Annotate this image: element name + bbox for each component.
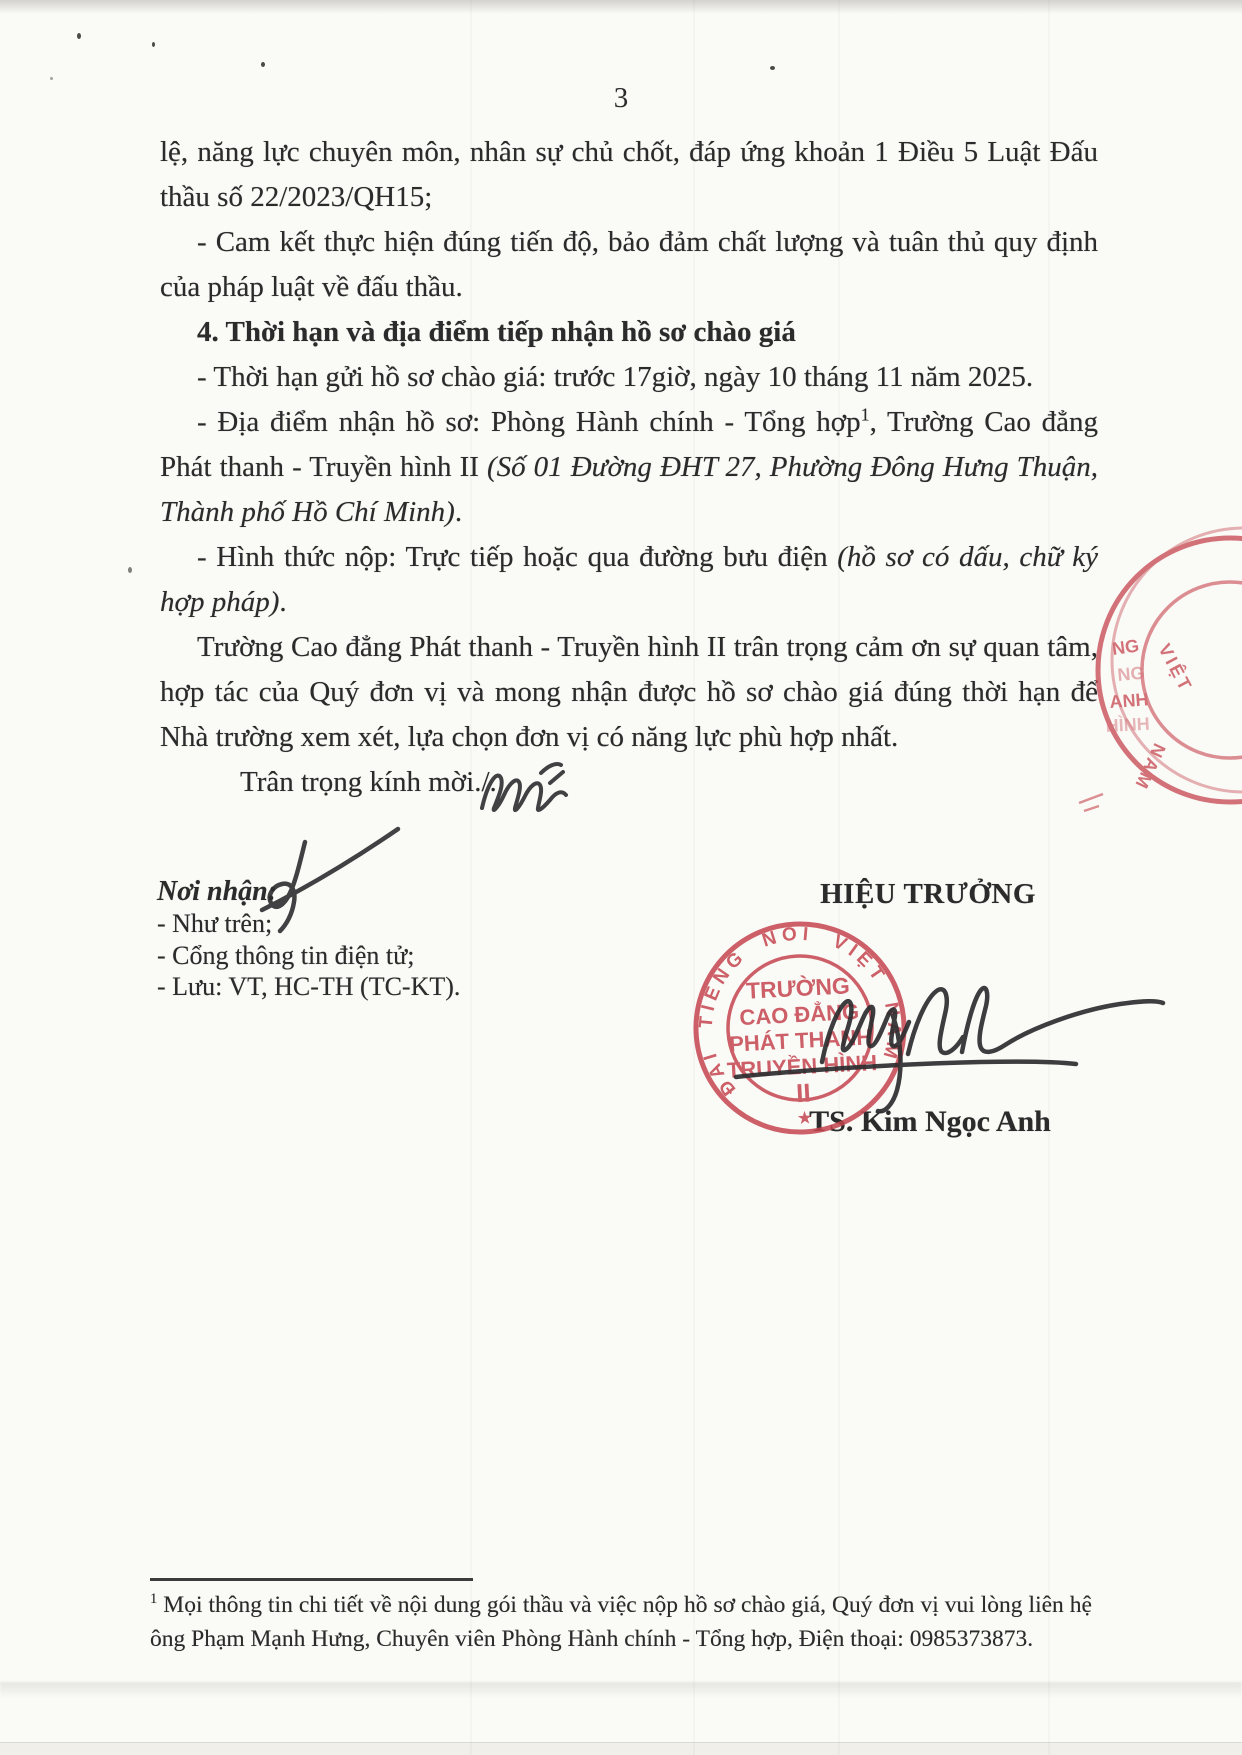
partial-stamp-arc-text: NAM [1130, 740, 1170, 795]
recipients-label: Nơi nhận: [157, 876, 278, 907]
stamp-ring-text: ĐÀI TIẾNG NÓI VIỆT NAM [695, 923, 905, 1100]
method-text: . [279, 586, 287, 618]
stamp-line-4: TRUYỀN HÌNH [726, 1050, 878, 1083]
partial-stamp [1079, 528, 1242, 811]
paragraph-thanks: Trường Cao đẳng Phát thanh - Truyền hình II trân trọng cảm ơn sự quan tâm, hợp tác của Quý đơn vị và mong nhận được hồ sơ chào giá đúng thời hạn để Nhà trường xem xét, lựa chọn đơn vị có năng lực phù hợp nhất. [160, 631, 1098, 753]
address-text: . [454, 496, 463, 528]
stamp-line-3: PHÁT THANH [728, 1024, 873, 1057]
page-number: 3 [613, 82, 629, 114]
partial-stamp-fragment: ANH [1108, 689, 1150, 712]
address-text: - Địa điểm nhận hồ sơ: Phòng Hành chính - Tổng hợp [197, 406, 861, 438]
stamp-line-5: II [795, 1077, 812, 1109]
footnote [150, 1588, 1092, 1656]
recipient-item: - Lưu: VT, HC-TH (TC-KT). [157, 972, 461, 1001]
address-detail-italic: (Số 01 Đường ĐHT 27, Phường Đông Hưng Thuận, Thành phố Hồ Chí Minh) [160, 451, 1098, 528]
partial-stamp-fragment: HÌNH [1105, 713, 1151, 736]
address-text: , Trường Cao đẳng Phát thanh - Truyền hình II [160, 406, 1099, 483]
paragraph-closing: Trân trọng kính mời./. [240, 766, 497, 798]
paragraph-commitment: - Cam kết thực hiện đúng tiến độ, bảo đảm chất lượng và tuân thủ quy định của pháp luật về đấu thầu. [160, 226, 1098, 303]
official-stamp [690, 917, 909, 1137]
stamp-line-2: CAO ĐẲNG [738, 998, 860, 1031]
stamp-line-1: TRƯỜNG [745, 972, 851, 1004]
paragraph-continuation: lệ, năng lực chuyên môn, nhân sự chủ chốt, đáp ứng khoản 1 Điều 5 Luật Đấu thầu số 22/2023/QH15; [160, 136, 1098, 213]
partial-stamp-fragment: NG [1110, 635, 1141, 659]
footnote-reference: 1 [860, 404, 870, 425]
flourish-ink [262, 829, 398, 931]
paragraph-deadline: - Thời hạn gửi hồ sơ chào giá: trước 17giờ, ngày 10 tháng 11 năm 2025. [197, 361, 1034, 393]
section-heading-4: 4. Thời hạn và địa điểm tiếp nhận hồ sơ chào giá [197, 316, 796, 348]
footnote-text: Mọi thông tin chi tiết về nội dung gói thầu và việc nộp hồ sơ chào giá, Quý đơn vị vui lòng liên hệ ông Phạm Mạnh Hưng, Chuyên viên Phòng Hành chính - Tổng hợp, Điện thoại: 0985373873. [150, 1592, 1092, 1652]
method-text: - Hình thức nộp: Trực tiếp hoặc qua đường bưu điện [197, 541, 838, 573]
footnote-number: 1 [150, 1591, 158, 1608]
partial-stamp-fragment: NG [1116, 662, 1146, 685]
recipient-item: - Như trên; [157, 909, 273, 938]
footnote-separator [150, 1578, 473, 1581]
initials-ink [482, 764, 566, 810]
recipient-item: - Cổng thông tin điện tử; [157, 940, 415, 970]
partial-stamp-arc-text: VIỆT [1154, 640, 1197, 696]
signer-title: HIỆU TRƯỞNG [820, 878, 1036, 910]
stamp-star-icon: ★ [796, 1107, 814, 1129]
method-note-italic: (hồ sơ có dấu, chữ ký hợp pháp) [160, 541, 1098, 618]
signer-name: TS. Kim Ngọc Anh [809, 1105, 1051, 1138]
